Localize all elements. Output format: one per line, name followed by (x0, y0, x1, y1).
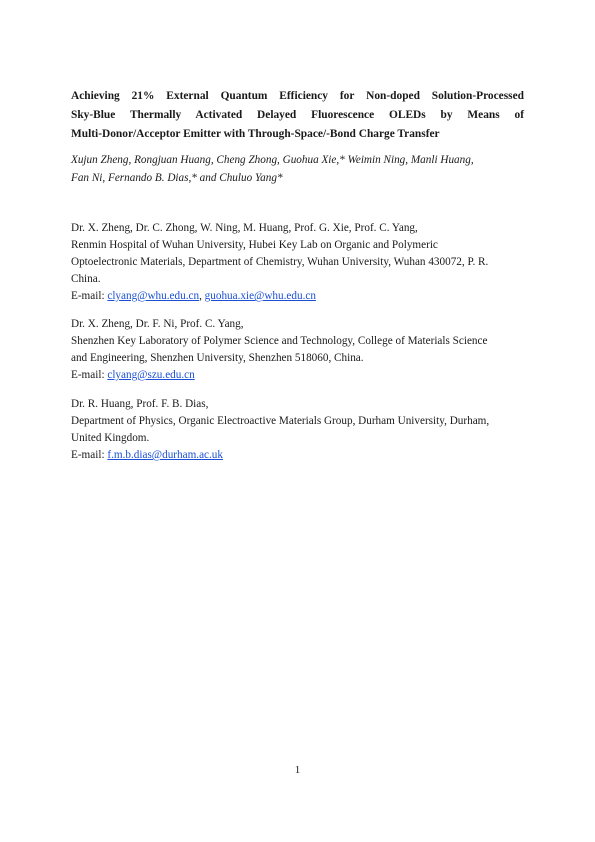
affiliation-block-1 (71, 220, 531, 305)
email-link[interactable]: clyang@whu.edu.cn (107, 290, 200, 302)
affiliation-names: Dr. R. Huang, Prof. F. B. Dias, (71, 398, 209, 410)
title-line: Sky-Blue Thermally Activated Delayed Fluorescence OLEDs by Means of (71, 109, 524, 121)
affiliation-names: Dr. X. Zheng, Dr. F. Ni, Prof. C. Yang, (71, 318, 244, 330)
email-separator: , (199, 290, 205, 302)
email-link[interactable]: guohua.xie@whu.edu.cn (204, 290, 316, 302)
affiliation-address-line: Department of Physics, Organic Electroactive Materials Group, Durham University, Durham, (71, 415, 490, 427)
affiliation-address-line: and Engineering, Shenzhen University, Shenzhen 518060, China. (71, 352, 364, 364)
affiliation-address-line: Renmin Hospital of Wuhan University, Hubei Key Lab on Organic and Polymeric (71, 239, 438, 251)
paper-title (71, 87, 524, 144)
email-prefix: E-mail: (71, 449, 108, 461)
author-line: Xujun Zheng, Rongjuan Huang, Cheng Zhong, Guohua Xie,* Weimin Ning, Manli Huang, (71, 154, 474, 166)
email-prefix: E-mail: (71, 369, 108, 381)
title-line: Multi-Donor/Acceptor Emitter with Through-Space/-Bond Charge Transfer (71, 128, 440, 140)
author-list (71, 151, 524, 187)
affiliation-address-line: Optoelectronic Materials, Department of Chemistry, Wuhan University, Wuhan 430072, P. R. (71, 256, 489, 268)
email-link[interactable]: f.m.b.dias@durham.ac.uk (107, 449, 223, 461)
email-link[interactable]: clyang@szu.edu.cn (107, 369, 195, 381)
email-prefix: E-mail: (71, 290, 108, 302)
affiliation-names: Dr. X. Zheng, Dr. C. Zhong, W. Ning, M. Huang, Prof. G. Xie, Prof. C. Yang, (71, 222, 418, 234)
affiliation-address-line: United Kingdom. (71, 432, 150, 444)
affiliation-email-line (71, 288, 531, 305)
affiliation-address-line: China. (71, 273, 101, 285)
affiliation-email-line (71, 447, 531, 464)
affiliation-email-line (71, 367, 531, 384)
author-line: Fan Ni, Fernando B. Dias,* and Chuluo Yang* (71, 172, 283, 184)
affiliation-block-2 (71, 316, 531, 384)
affiliation-address-line: Shenzhen Key Laboratory of Polymer Science and Technology, College of Materials Science (71, 335, 488, 347)
title-line: Achieving 21% External Quantum Efficiency for Non-doped Solution-Processed (71, 90, 524, 102)
affiliation-block-3 (71, 396, 531, 464)
page-number: 1 (294, 764, 301, 776)
